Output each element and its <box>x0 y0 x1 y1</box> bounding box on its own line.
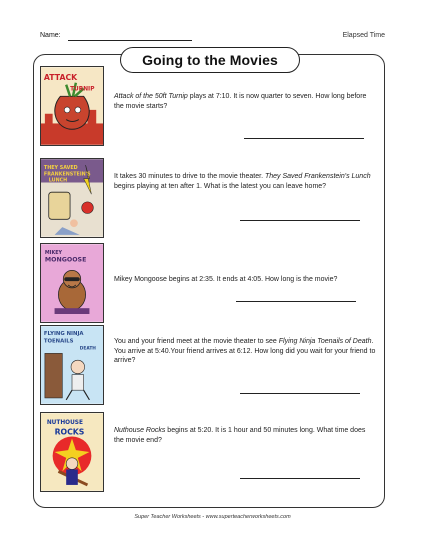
movie-title: They Saved Frankenstein's Lunch <box>264 173 371 180</box>
elapsed-time-label: Elapsed Time <box>342 32 385 39</box>
answer-line-4[interactable] <box>240 393 360 394</box>
answer-line-5[interactable] <box>240 478 360 479</box>
svg-text:FLYING NINJA: FLYING NINJA <box>43 330 84 337</box>
poster-attack-turnip <box>40 66 104 146</box>
nuthouse-poster-image <box>41 413 103 491</box>
problem-question: plays at 7:10. It is now quarter to seven. How long before the movie starts? <box>114 93 367 110</box>
name-line <box>68 40 192 41</box>
problem-intro: It takes 30 minutes to drive to the movie theater. <box>114 173 265 180</box>
mongoose-poster-image <box>41 244 103 322</box>
turnip-poster-image <box>41 67 103 145</box>
movie-title: Nuthouse Rocks <box>114 427 166 434</box>
problem-3 <box>40 243 380 321</box>
problem-1 <box>40 66 380 144</box>
problem-3-text: Mikey Mongoose begins at 2:35. It ends at 4:05. How long is the movie? <box>114 276 338 283</box>
name-label: Name: <box>40 32 61 39</box>
poster-nuthouse-rocks <box>40 412 104 492</box>
problem-intro: You and your friend meet at the movie theater to see <box>114 338 279 345</box>
svg-text:ROCKS: ROCKS <box>54 427 85 437</box>
problem-2 <box>40 158 380 236</box>
frankenstein-poster-image <box>41 159 103 237</box>
problem-question: begins at 5:20. It is 1 hour and 50 minutes long. What time does the movie end? <box>114 427 366 444</box>
ninja-poster-image <box>41 326 103 404</box>
problem-4 <box>40 325 380 403</box>
svg-text:MONGOOSE: MONGOOSE <box>44 256 87 264</box>
answer-line-2[interactable] <box>240 220 360 221</box>
svg-text:NUTHOUSE: NUTHOUSE <box>46 419 83 426</box>
svg-text:LUNCH: LUNCH <box>48 178 68 184</box>
answer-line-3[interactable] <box>236 301 356 302</box>
svg-text:MIKEY: MIKEY <box>44 250 63 256</box>
svg-text:THEY SAVED: THEY SAVED <box>43 165 78 171</box>
page-title: Going to the Movies <box>120 47 300 73</box>
svg-text:FRANKENSTEIN'S: FRANKENSTEIN'S <box>43 172 91 178</box>
problem-4-text <box>114 337 376 366</box>
svg-text:TURNIP: TURNIP <box>70 86 95 93</box>
svg-text:TOENAILS: TOENAILS <box>43 338 74 345</box>
problem-2-text <box>114 172 376 191</box>
poster-frankenstein-lunch <box>40 158 104 238</box>
header <box>40 32 385 46</box>
problem-question: begins playing at ten after 1. What is the latest you can leave home? <box>114 182 327 190</box>
problem-question: . You arrive at 5:40.Your friend arrives at 6:12. How long did you wait for your friend to arrive? <box>114 338 376 365</box>
problem-1-text <box>114 92 376 111</box>
movie-title: Flying Ninja Toenails of Death <box>278 338 372 345</box>
poster-mikey-mongoose <box>40 243 104 323</box>
answer-line-1[interactable] <box>244 138 364 139</box>
svg-text:ATTACK: ATTACK <box>43 72 78 82</box>
problem-5 <box>40 412 380 490</box>
movie-title: Attack of the 50ft Turnip <box>114 93 188 100</box>
poster-flying-ninja <box>40 325 104 405</box>
problem-5-text <box>114 426 376 445</box>
svg-text:DEATH: DEATH <box>79 346 96 352</box>
footer: Super Teacher Worksheets - www.superteacherworksheets.com <box>134 514 291 520</box>
